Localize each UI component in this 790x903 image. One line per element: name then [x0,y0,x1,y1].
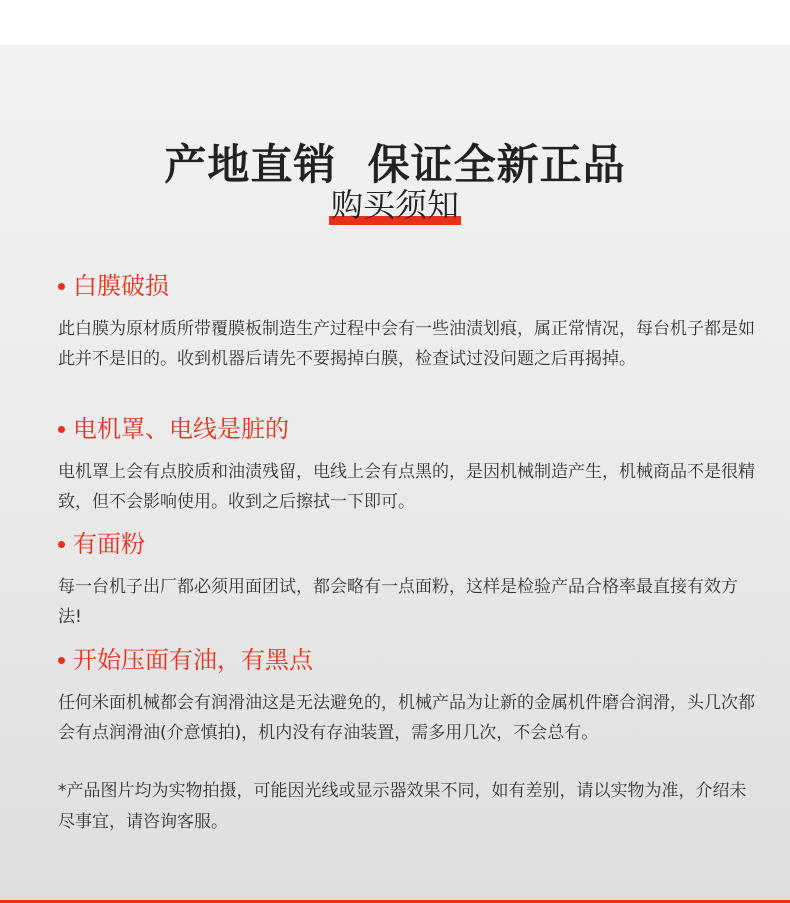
bullet-dot-icon [58,283,65,290]
section-white-film [58,268,758,374]
section-flour [58,526,758,632]
section-title-text: 电机罩、电线是脏的 [73,415,289,443]
subhead-text: 购买须知 [330,186,459,224]
headline: 产地直销 保证全新正品 [164,140,626,189]
section-title [58,526,758,562]
section-body: 每一台机子出厂都必须用面团试，都会略有一点面粉，这样是检验产品合格率最直接有效方法! [58,577,738,627]
section-title-text: 开始压面有油，有黑点 [73,646,313,674]
section-title [58,411,758,447]
section-motor-cover [58,411,758,517]
section-body: 任何米面机械都会有润滑油这是无法避免的，机械产品为让新的金属机件磨合润滑，头几次都会有点润滑油(介意慎拍)，机内没有存油装置，需多用几次，不会总有。 [58,693,755,743]
section-body: 电机罩上会有点胶质和油渍残留，电线上会有点黑的，是因机械制造产生，机械商品不是很精致，但不会影响使用。收到之后擦拭一下即可。 [58,462,755,512]
section-title-text: 白膜破损 [73,272,169,300]
subhead-wrapper [0,184,790,226]
footnote: *产品图片均为实物拍摄，可能因光线或显示器效果不同，如有差别，请以实物为准，介绍未尽事宜，请咨询客服。 [58,781,747,832]
section-oil-spots [58,642,758,748]
section-body: 此白膜为原材质所带覆膜板制造生产过程中会有一些油渍划痕，属正常情况，每台机子都是如此并不是旧的。收到机器后请先不要揭掉白膜，检查试过没问题之后再揭掉。 [58,319,755,369]
bullet-dot-icon [58,657,65,664]
section-title [58,642,758,678]
subhead [329,184,461,226]
section-title-text: 有面粉 [73,530,145,558]
bullet-dot-icon [58,426,65,433]
section-title [58,268,758,304]
bullet-dot-icon [58,541,65,548]
